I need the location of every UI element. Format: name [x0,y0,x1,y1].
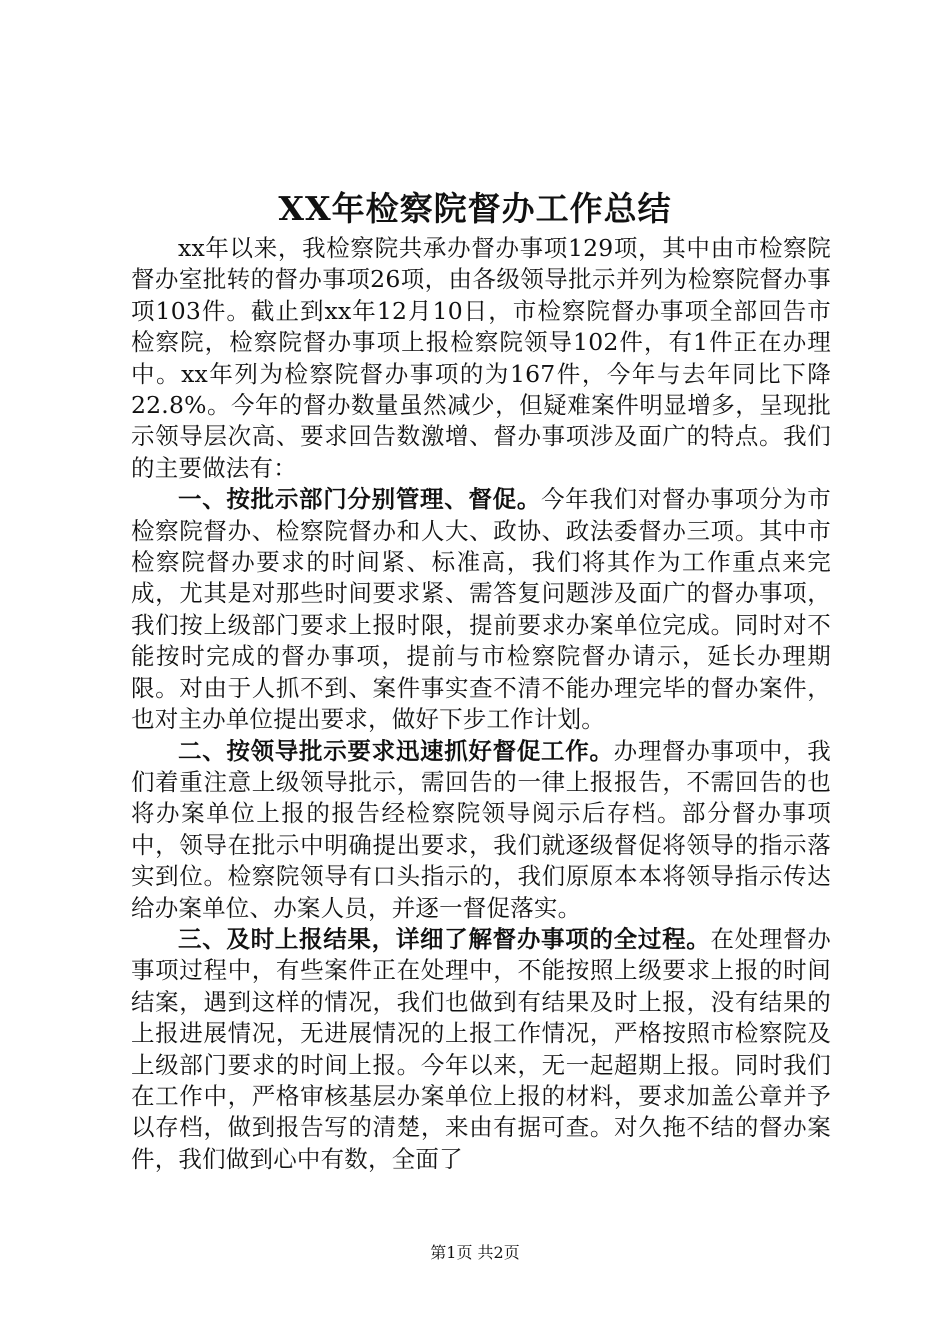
page-footer: 第1页 共2页 [430,1243,520,1262]
paragraph-text: 办理督办事项中，我们着重注意上级领导批示，需回告的一律上报报告，不需回告的也将办案单位上报的报告经检察院领导阅示后存档。部分督办事项中，领导在批示中明确提出要求，我们就逐级督促将领导的指示落实到位。检察院领导有口头指示的，我们原原本本将领导指示传达给办案单位、办案人员，并逐一督促落实。 [131,736,831,922]
document-title: XX年检察院督办工作总结 [278,189,672,228]
paragraph-text: xx年以来，我检察院共承办督办事项129项，其中由市检察院督办室批转的督办事项26项，由各级领导批示并列为检察院督办事项103件。截止到xx年12月10日，市检察院督办事项全部回告市检察院，检察院督办事项上报检察院领导102件，有1件正在办理中。xx年列为检察院督办事项的为167件，今年与去年同比下降22.8%。今年的督办数量虽然减少，但疑难案件明显增多，呈现批示领导层次高、要求回告数激增、督办事项涉及面广的特点。我们的主要做法有： [131,234,831,482]
paragraph-text: 今年我们对督办事项分为市检察院督办、检察院督办和人大、政协、政法委督办三项。其中市检察院督办要求的时间紧、标准高，我们将其作为工作重点来完成，尤其是对那些时间要求紧、需答复问题涉及面广的督办事项，我们按上级部门要求上报时限，提前要求办案单位完成。同时对不能按时完成的督办事项，提前与市检察院督办请示，延长办理期限。对由于人抓不到、案件事实查不清不能办理完毕的督办案件，也对主办单位提出要求，做好下步工作计划。 [131,485,832,734]
paragraph-section-3 [131,924,831,1175]
paragraph-section-2 [131,736,831,924]
paragraph-lead: 一、按批示部门分别管理、督促。 [178,485,542,514]
paragraph-text: 在处理督办事项过程中，有些案件正在处理中，不能按照上级要求上报的时间结案，遇到这样的情况，我们也做到有结果及时上报，没有结果的上报进展情况，无进展情况的上报工作情况，严格按照市检察院及上级部门要求的时间上报。今年以来，无一起超期上报。同时我们在工作中，严格审核基层办案单位上报的材料，要求加盖公章并予以存档，做到报告写的清楚，来由有据可查。对久拖不结的督办案件，我们做到心中有数，全面了 [131,924,831,1173]
paragraph-lead: 二、按领导批示要求迅速抓好督促工作。 [178,736,614,765]
paragraph-section-1 [131,484,831,735]
paragraph-intro [131,233,831,484]
document-body [131,233,831,1175]
paragraph-lead: 三、及时上报结果，详细了解督办事项的全过程。 [178,924,711,953]
